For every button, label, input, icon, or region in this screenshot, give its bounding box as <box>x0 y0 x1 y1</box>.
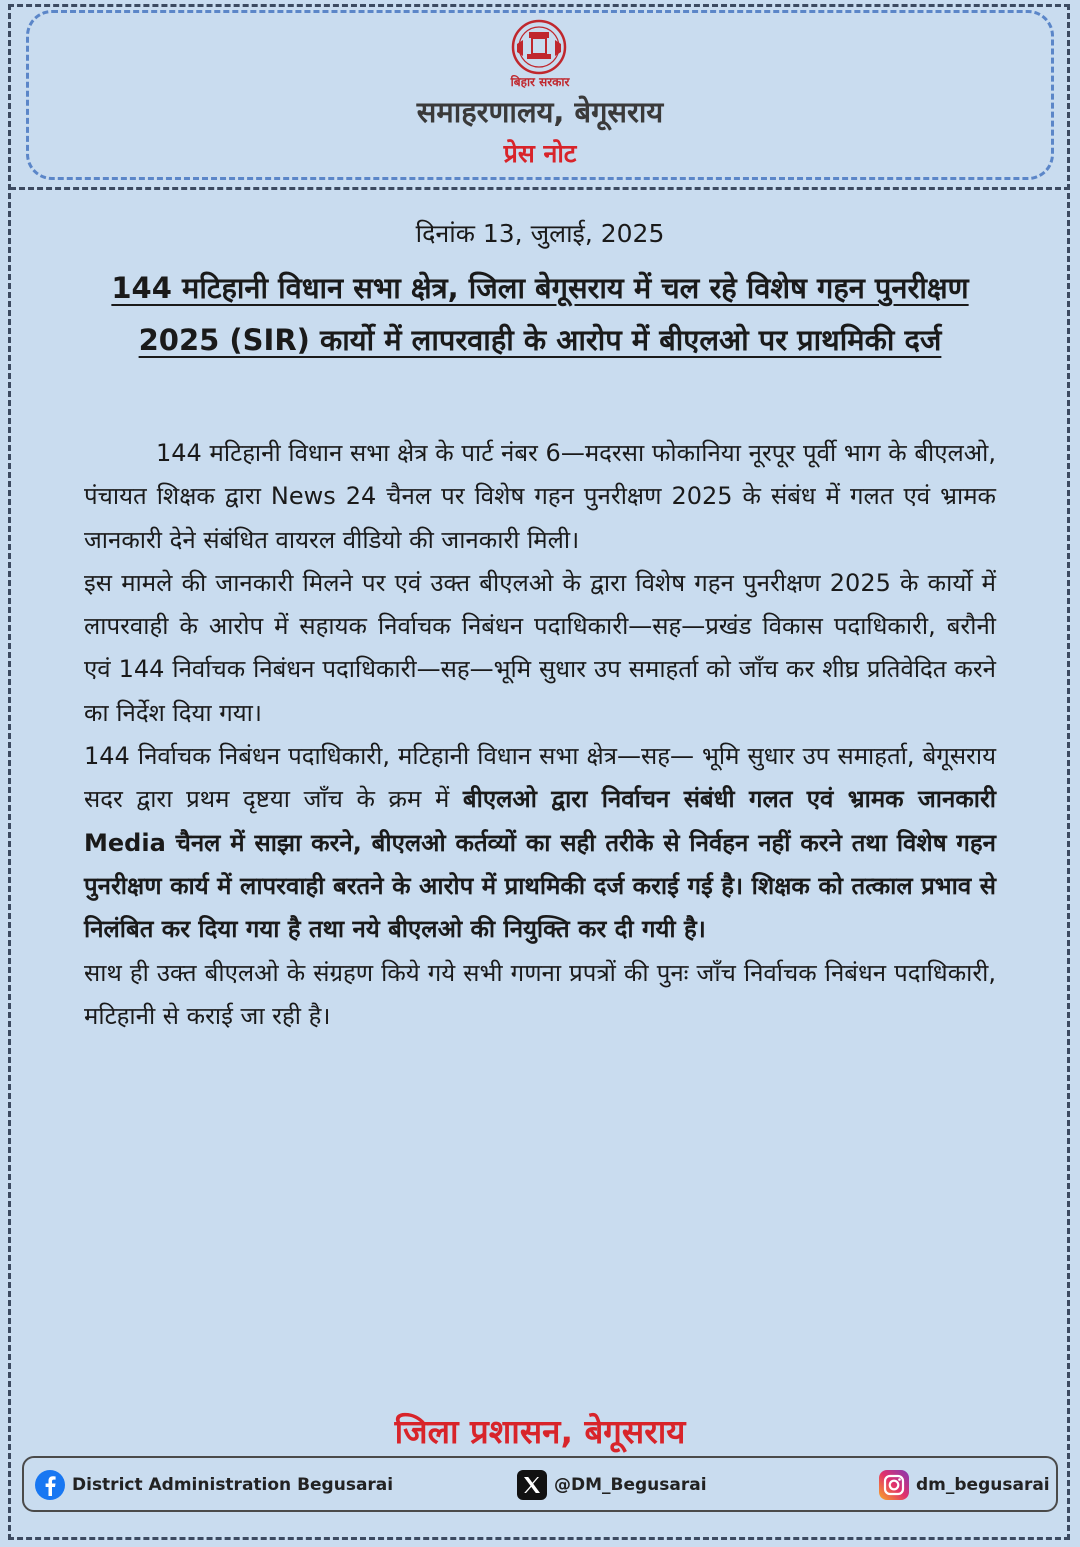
x-icon <box>516 1469 548 1501</box>
body-text <box>84 432 996 1038</box>
paragraph-4: साथ ही उक्त बीएलओ के संग्रहण किये गये सभी गणना प्रपत्रों की पुनः जाँच निर्वाचक निबंधन पदाधिकारी, मटिहानी से कराई जा रही है। <box>84 958 996 1030</box>
facebook-icon <box>34 1469 66 1501</box>
date-line: दिनांक 13, जुलाई, 2025 <box>415 219 665 248</box>
twitter-link[interactable] <box>516 1469 707 1501</box>
paragraph-3-bold: बीएलओ द्वारा निर्वाचन संबंधी गलत एवं भ्रामक जानकारी Media चैनल में साझा करने, बीएलओ कर्तव्यों का सही तरीके से निर्वहन नहीं करने तथा विशेष गहन पुनरीक्षण कार्य में लापरवाही बरतने के आरोप में प्राथमिकी दर्ज कराई गई है। शिक्षक को तत्काल प्रभाव से निलंबित कर दिया गया है तथा नये बीएलओ की नियुक्ति कर दी गयी है। <box>84 785 996 944</box>
paragraph-3-normal: 144 निर्वाचक निबंधन पदाधिकारी, मटिहानी विधान सभा क्षेत्र—सह— भूमि सुधार उप समाहर्ता, बेगूसराय सदर द्वारा प्रथम दृष्टया जाँच के क्रम में <box>84 742 996 814</box>
paragraph-3 <box>84 735 996 951</box>
press-note-label: प्रेस नोट <box>503 139 577 168</box>
twitter-handle: @DM_Begusarai <box>554 1475 707 1495</box>
instagram-handle: dm_begusarai <box>916 1475 1050 1495</box>
paragraph-1: 144 मटिहानी विधान सभा क्षेत्र के पार्ट नंबर 6—मदरसा फोकानिया नूरपूर पूर्वी भाग के बीएलओ, पंचायत शिक्षक द्वारा News 24 चैनल पर विशेष गहन पुनरीक्षण 2025 के संबंध में गलत एवं भ्रामक जानकारी देने संबंधित वायरल वीडियो की जानकारी मिली। <box>84 439 996 554</box>
footer-title: जिला प्रशासन, बेगूसराय <box>394 1412 686 1451</box>
social-bar <box>22 1456 1058 1512</box>
facebook-handle: District Administration Begusarai <box>72 1475 394 1495</box>
instagram-link[interactable] <box>878 1469 1050 1501</box>
facebook-link[interactable] <box>34 1469 393 1501</box>
headline <box>84 262 996 366</box>
instagram-icon <box>878 1469 910 1501</box>
office-title: समाहरणालय, बेगूसराय <box>416 95 664 129</box>
emblem-caption: बिहार सरकार <box>510 75 570 89</box>
header-divider <box>10 187 1070 190</box>
headline-text: 144 मटिहानी विधान सभा क्षेत्र, जिला बेगूसराय में चल रहे विशेष गहन पुनरीक्षण 2025 (SIR) कार्यो में लापरवाही के आरोप में बीएलओ पर प्राथमिकी दर्ज <box>111 271 969 357</box>
paragraph-2: इस मामले की जानकारी मिलने पर एवं उक्त बीएलओ के द्वारा विशेष गहन पुनरीक्षण 2025 के कार्यो में लापरवाही के आरोप में सहायक निर्वाचक निबंधन पदाधिकारी—सह—प्रखंड विकास पदाधिकारी, बरौनी एवं 144 निर्वाचक निबंधन पदाधिकारी—सह—भूमि सुधार उप समाहर्ता को जाँच कर शीघ्र प्रतिवेदित करने का निर्देश दिया गया। <box>84 568 996 727</box>
